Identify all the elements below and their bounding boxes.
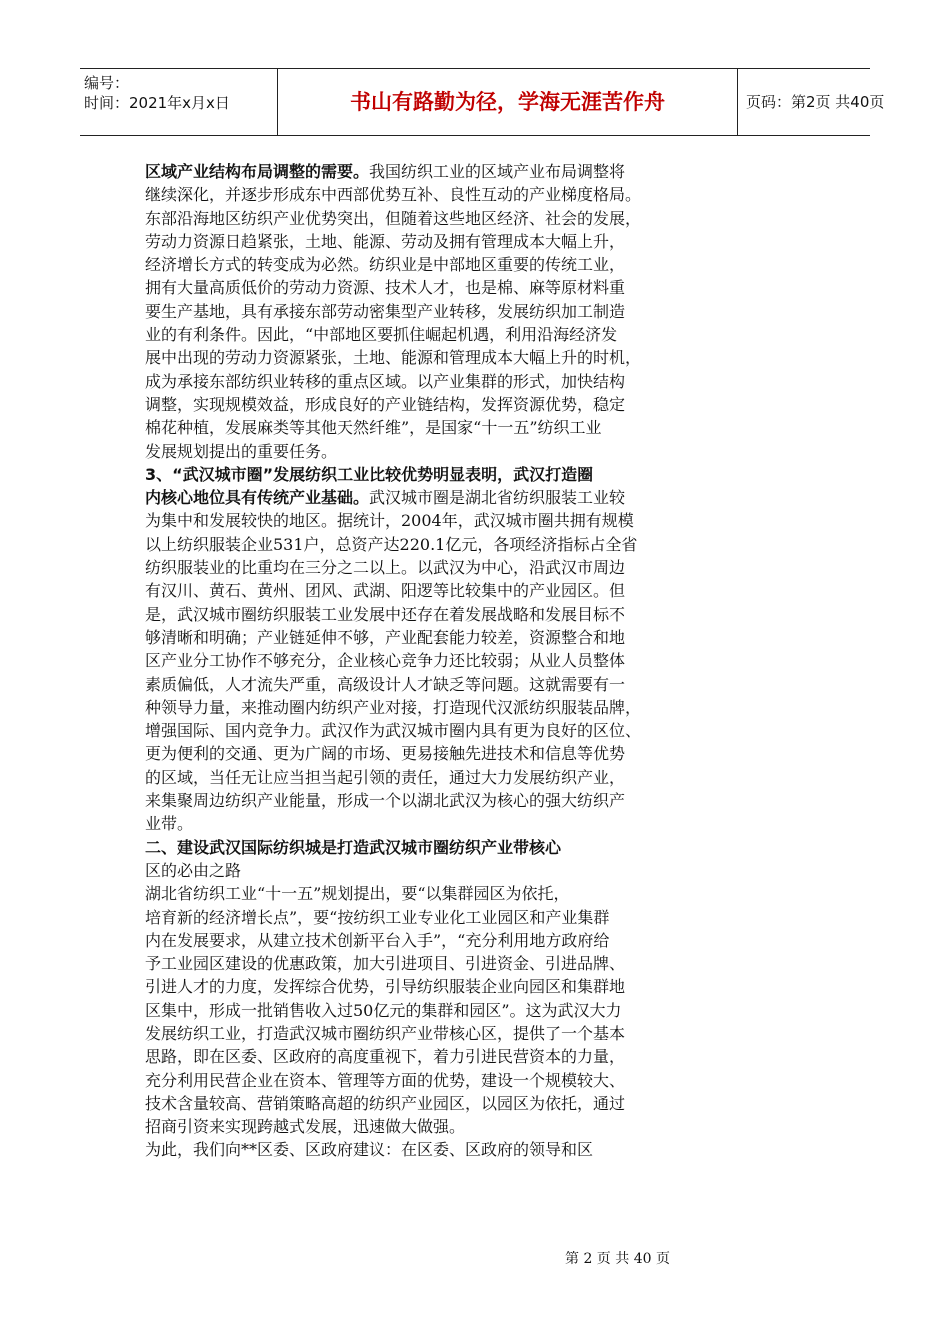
text-line: 要生产基地，具有承接东部劳动密集型产业转移，发展纺织加工制造 bbox=[145, 301, 626, 321]
text-line: 展中出现的劳动力资源紧张，土地、能源和管理成本大幅上升的时机， bbox=[145, 348, 642, 368]
text-line: 区的必由之路 bbox=[145, 860, 242, 880]
text-line: 来集聚周边纺织产业能量，形成一个以湖北武汉为核心的强大纺织产 bbox=[145, 791, 626, 811]
text-line: 的区域，当任无让应当担当起引领的责任，通过大力发展纺织产业， bbox=[145, 767, 626, 787]
text-line: 经济增长方式的转变成为必然。纺织业是中部地区重要的传统工业， bbox=[145, 255, 626, 275]
text-line: 素质偏低，人才流失严重，高级设计人才缺乏等问题。这就需要有一 bbox=[145, 674, 626, 694]
text-line: 为此，我们向**区委、区政府建议：在区委、区政府的领导和区 bbox=[145, 1140, 594, 1160]
page-footer: 第 2 页 共 40 页 bbox=[565, 1251, 670, 1267]
header-meta bbox=[80, 69, 278, 135]
text-line: 劳动力资源日趋紧张，土地、能源、劳动及拥有管理成本大幅上升， bbox=[145, 231, 626, 251]
text-line: 予工业园区建设的优惠政策，加大引进项目、引进资金、引进品牌、 bbox=[145, 954, 626, 974]
text-span: 我国纺织工业的区域产业布局调整将 bbox=[369, 162, 626, 181]
text-line: 够清晰和明确；产业链延伸不够，产业配套能力较差，资源整合和地 bbox=[145, 627, 626, 647]
text-line: 引进人才的力度，发挥综合优势，引导纺织服装企业向园区和集群地 bbox=[145, 977, 626, 997]
section-heading: 3、“武汉城市圈”发展纺织工业比较优势明显表明，武汉打造圈 bbox=[145, 464, 594, 484]
document-body bbox=[145, 160, 670, 1162]
text-line: 是，武汉城市圈纺织服装工业发展中还存在着发展战略和发展目标不 bbox=[145, 604, 626, 624]
text-line: 招商引资来实现跨越式发展，迅速做大做强。 bbox=[145, 1117, 466, 1137]
text-line: 以上纺织服装企业531户，总资产达220.1亿元，各项经济指标占全省 bbox=[145, 534, 638, 554]
text-line: 为集中和发展较快的地区。据统计，2004年，武汉城市圈共拥有规模 bbox=[145, 511, 634, 531]
document-date: 时间：2021年x月x日 bbox=[84, 94, 230, 112]
text-line bbox=[145, 486, 670, 509]
text-line: 思路，即在区委、区政府的高度重视下，着力引进民营资本的力量， bbox=[145, 1047, 626, 1067]
text-line: 充分利用民营企业在资本、管理等方面的优势，建设一个规模较大、 bbox=[145, 1070, 626, 1090]
text-line: 有汉川、黄石、黄州、团风、武湖、阳逻等比较集中的产业园区。但 bbox=[145, 581, 626, 601]
text-line bbox=[145, 160, 670, 183]
document-number: 编号： bbox=[84, 74, 130, 92]
section-heading: 二、建设武汉国际纺织城是打造武汉城市圈纺织产业带核心 bbox=[145, 837, 562, 857]
text-span: 武汉城市圈是湖北省纺织服装工业较 bbox=[369, 488, 626, 508]
section-heading: 内核心地位具有传统产业基础。 bbox=[145, 488, 370, 508]
text-line: 调整，实现规模效益，形成良好的产业链结构，发挥资源优势，稳定 bbox=[145, 394, 626, 414]
text-line: 东部沿海地区纺织产业优势突出，但随着这些地区经济、社会的发展， bbox=[145, 208, 642, 228]
text-line: 增强国际、国内竞争力。武汉作为武汉城市圈内具有更为良好的区位、 bbox=[145, 721, 642, 741]
text-line: 业的有利条件。因此，“中部地区要抓住崛起机遇，利用沿海经济发 bbox=[145, 325, 618, 345]
header-page-number: 页码：第2页 共40页 bbox=[746, 93, 885, 111]
text-line: 湖北省纺织工业“十一五”规划提出，要“以集群园区为依托， bbox=[145, 884, 570, 904]
text-line: 技术含量较高、营销策略高超的纺织产业园区，以园区为依托，通过 bbox=[145, 1093, 626, 1113]
text-line: 区集中，形成一批销售收入过50亿元的集群和园区”。这为武汉大力 bbox=[145, 1000, 622, 1020]
text-line: 区产业分工协作不够充分，企业核心竞争力还比较弱；从业人员整体 bbox=[145, 651, 626, 671]
text-line: 业带。 bbox=[145, 814, 194, 834]
text-line: 纺织服装业的比重均在三分之二以上。以武汉为中心，沿武汉市周边 bbox=[145, 558, 626, 578]
section-heading: 区域产业结构布局调整的需要。 bbox=[145, 162, 370, 181]
header-motto: 书山有路勤为径，学海无涯苦作舟 bbox=[278, 69, 738, 135]
text-line: 发展纺织工业，打造武汉城市圈纺织产业带核心区，提供了一个基本 bbox=[145, 1023, 626, 1043]
text-line: 成为承接东部纺织业转移的重点区域。以产业集群的形式，加快结构 bbox=[145, 371, 626, 391]
text-line: 棉花种植，发展麻类等其他天然纤维”，是国家“十一五”纺织工业 bbox=[145, 418, 602, 438]
text-line: 发展规划提出的重要任务。 bbox=[145, 441, 338, 461]
text-line: 拥有大量高质低价的劳动力资源、技术人才，也是棉、麻等原材料重 bbox=[145, 278, 626, 298]
text-line: 内在发展要求，从建立技术创新平台入手”，“充分利用地方政府给 bbox=[145, 930, 610, 950]
text-line: 更为便利的交通、更为广阔的市场、更易接触先进技术和信息等优势 bbox=[145, 744, 626, 764]
text-line: 继续深化，并逐步形成东中西部优势互补、良性互动的产业梯度格局。 bbox=[145, 185, 642, 205]
page-header bbox=[80, 68, 885, 136]
text-line: 培育新的经济增长点”，要“按纺织工业专业化工业园区和产业集群 bbox=[145, 907, 610, 927]
text-line: 种领导力量，来推动圈内纺织产业对接，打造现代汉派纺织服装品牌， bbox=[145, 697, 642, 717]
